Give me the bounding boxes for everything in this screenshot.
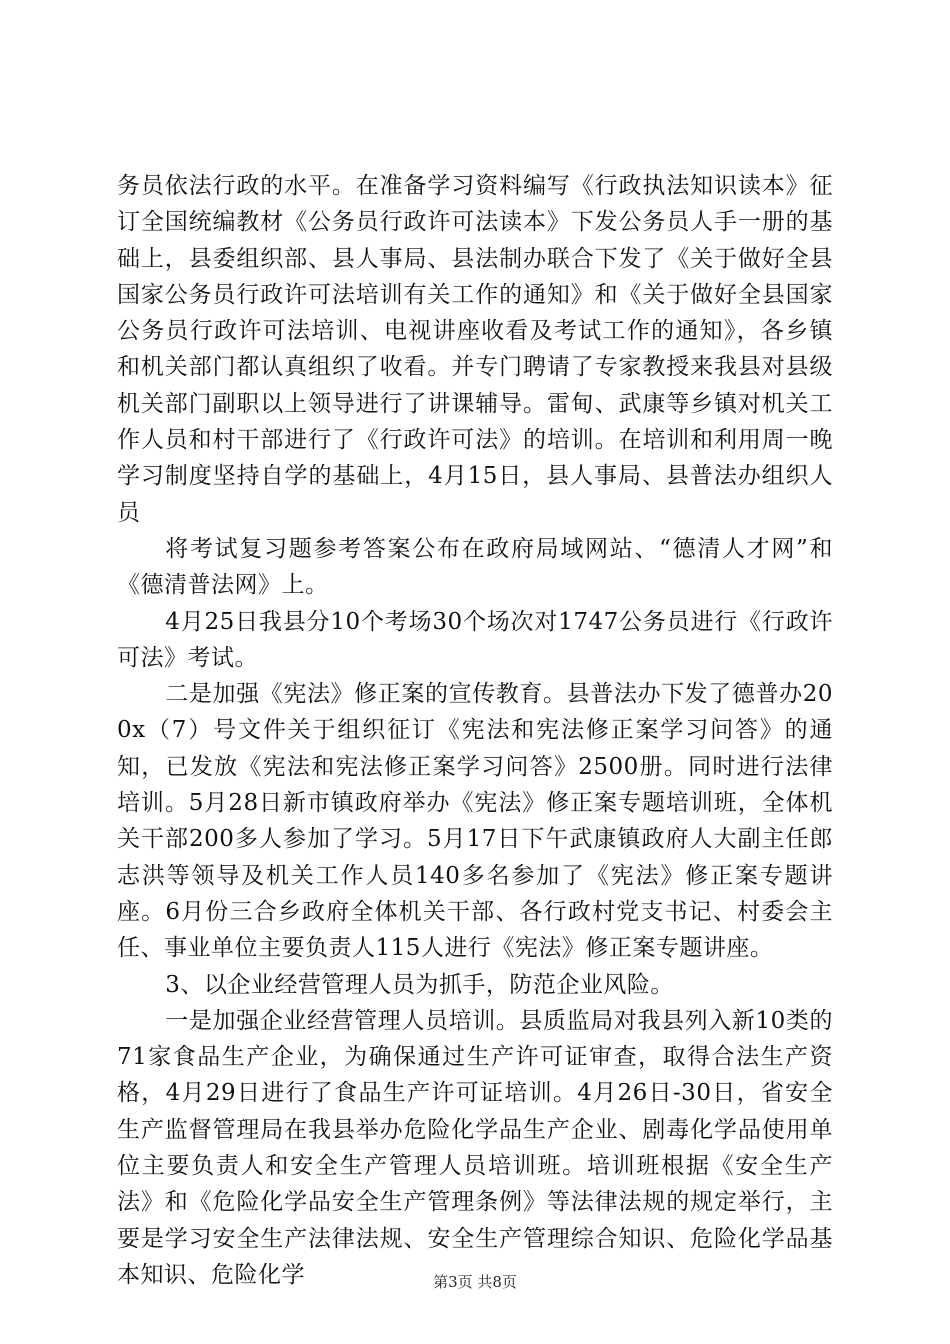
- paragraph-1: 务员依法行政的水平。在准备学习资料编写《行政执法知识读本》征订全国统编教材《公务员行政许可法读本》下发公务员人手一册的基础上，县委组织部、县人事局、县法制办联合下发了《关于做好全县国家公务员行政许可法培训有关工作的通知》和《关于做好全县国家公务员行政许可法培训、电视讲座收看及考试工作的通知》，各乡镇和机关部门都认真组织了收看。并专门聘请了专家教授来我县对县级机关部门副职以上领导进行了讲课辅导。雷甸、武康等乡镇对机关工作人员和村干部进行了《行政许可法》的培训。在培训和利用周一晚学习制度坚持自学的基础上，4月15日，县人事局、县普法办组织人员: [117, 173, 833, 526]
- paragraph-5: 3、以企业经营管理人员为抓手，防范企业风险。: [165, 971, 674, 998]
- document-body: [117, 168, 833, 1293]
- paragraph-3: 4月25日我县分10个考场30个场次对1747公务员进行《行政许可法》考试。: [117, 608, 833, 671]
- paragraph-6: 一是加强企业经营管理人员培训。县质监局对我县列入新10类的71家食品生产企业，为确保通过生产许可证审查，取得合法生产资格，4月29日进行了食品生产许可证培训。4月26日-30日，省安全生产监督管理局在我县举办危险化学品生产企业、剧毒化学品使用单位主要负责人和安全生产管理人员培训班。培训班根据《安全生产法》和《危险化学品安全生产管理条例》等法律法规的规定举行，主要是学习安全生产法律法规、安全生产管理综合知识、危险化学品基本知识、危险化学: [117, 1007, 833, 1288]
- paragraph-4: 二是加强《宪法》修正案的宣传教育。县普法办下发了德普办200x（7）号文件关于组织征订《宪法和宪法修正案学习问答》的通知，已发放《宪法和宪法修正案学习问答》2500册。同时进行法律培训。5月28日新市镇政府举办《宪法》修正案专题培训班，全体机关干部200多人参加了学习。5月17日下午武康镇政府人大副主任郎志洪等领导及机关工作人员140多名参加了《宪法》修正案专题讲座。6月份三合乡政府全体机关干部、各行政村党支书记、村委会主任、事业单位主要负责人115人进行《宪法》修正案专题讲座。: [117, 681, 833, 962]
- page-number-footer: 第3页 共8页: [433, 1273, 517, 1291]
- paragraph-2: 将考试复习题参考答案公布在政府局域网站、“德清人才网”和《德清普法网》上。: [117, 535, 833, 599]
